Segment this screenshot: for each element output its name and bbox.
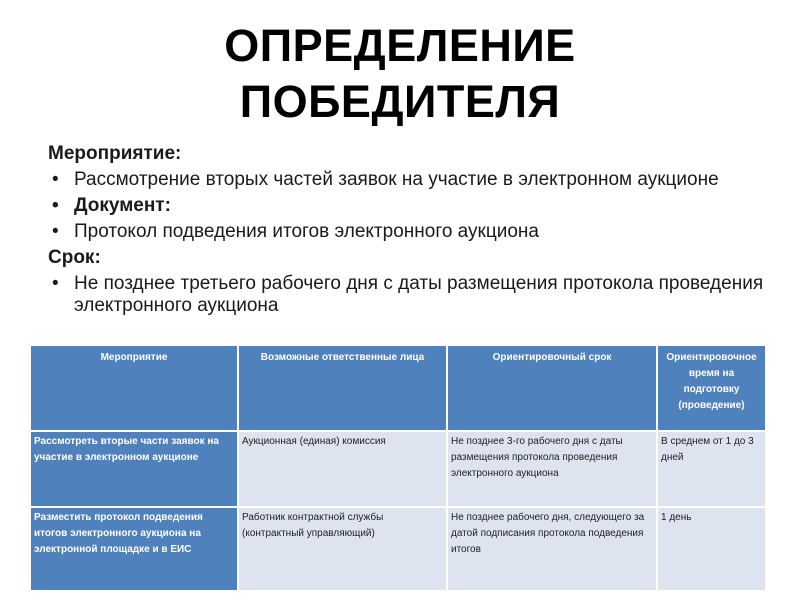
header-deadline: Ориентировочный срок (447, 345, 657, 431)
row-deadline: Не позднее рабочего дня, следующего за датой подписания протокола подведения итогов (447, 507, 657, 591)
table-row (30, 431, 766, 507)
row-event: Рассмотреть вторые части заявок на участие в электронном аукционе (30, 431, 238, 507)
title-line-1: ОПРЕДЕЛЕНИЕ (224, 20, 576, 71)
bullet-dot: • (52, 273, 59, 294)
event-bullet (48, 169, 768, 191)
document-text-bullet (48, 221, 768, 243)
row-duration: В среднем от 1 до 3 дней (657, 431, 766, 507)
slide-title (0, 18, 800, 130)
row-duration: 1 день (657, 507, 766, 591)
document-text: Протокол подведения итогов электронного аукциона (74, 221, 539, 242)
document-label: Документ: (74, 195, 171, 216)
event-label: Мероприятие: (48, 143, 182, 164)
document-bullet (48, 195, 768, 217)
deadline-text: Не позднее третьего рабочего дня с даты размещения протокола проведения электронного аукциона (74, 273, 764, 316)
header-event: Мероприятие (30, 345, 238, 431)
table-header-row (30, 345, 766, 431)
row-responsible: Аукционная (единая) комиссия (238, 431, 447, 507)
event-text: Рассмотрение вторых частей заявок на участие в электронном аукционе (74, 169, 719, 190)
deadline-label: Срок: (48, 247, 101, 268)
table-row (30, 507, 766, 591)
row-event: Разместить протокол подведения итогов электронного аукциона на электронной площадке и в ЕИС (30, 507, 238, 591)
details-block (48, 143, 768, 321)
row-responsible: Работник контрактной службы (контрактный управляющий) (238, 507, 447, 591)
header-responsible: Возможные ответственные лица (238, 345, 447, 431)
bullet-dot: • (52, 195, 59, 216)
header-duration: Ориентировочное время на подготовку (проведение) (657, 345, 766, 431)
bullet-dot: • (52, 169, 59, 190)
procedure-table (29, 344, 767, 592)
bullet-dot: • (52, 221, 59, 242)
deadline-bullet (48, 273, 768, 317)
title-line-2: ПОБЕДИТЕЛЯ (239, 76, 561, 127)
row-deadline: Не позднее 3-го рабочего дня с даты размещения протокола проведения электронного аукциона (447, 431, 657, 507)
